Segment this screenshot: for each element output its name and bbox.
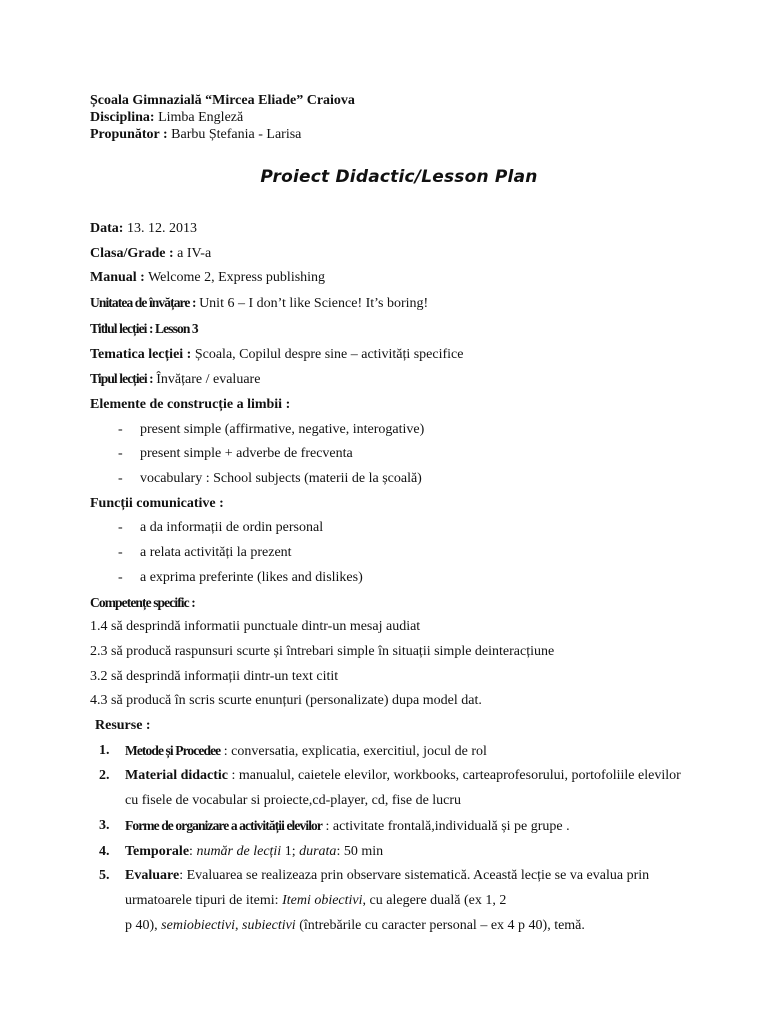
resource-label: Evaluare [125, 868, 180, 884]
detail-label: Unitatea de învățare : [90, 295, 196, 311]
resource-text: : 50 min [336, 843, 384, 859]
resource-item-evaluation [90, 864, 708, 889]
detail-unit [90, 291, 708, 317]
resource-text: : [189, 843, 197, 859]
proposer-value: Barbu Ștefania - Larisa [167, 127, 302, 142]
list-item-text: vocabulary : School subjects (materii de la școală) [140, 471, 422, 487]
detail-label: Titlul lecției : Lesson 3 [90, 320, 198, 336]
language-elements-heading: Elemente de construcție a limbii : [90, 396, 291, 412]
resource-text: : activitate frontală,individuală și pe grupe . [322, 818, 570, 834]
proposer-label: Propunător : [90, 127, 168, 142]
detail-lesson-title [90, 317, 708, 343]
detail-manual [90, 266, 708, 291]
item-number: 1. [99, 742, 110, 758]
detail-label: Data: [90, 221, 124, 236]
detail-lesson-type [90, 367, 708, 393]
item-number: 5. [99, 868, 110, 884]
detail-value: a IV-a [173, 245, 212, 261]
dash-bullet: - [118, 421, 123, 437]
detail-grade [90, 242, 708, 267]
detail-value: Școala, Copilul despre sine – activități specifice [191, 346, 464, 362]
detail-date [90, 217, 708, 242]
functions-heading: Funcții comunicative : [90, 495, 224, 511]
list-item-text: a exprima preferinte (likes and dislikes) [140, 569, 363, 585]
resource-continuation: cu fisele de vocabular si proiecte,cd-player, cd, fise de lucru [125, 793, 462, 809]
resource-item-methods [90, 739, 708, 765]
proposer-line [90, 126, 708, 143]
item-number: 2. [99, 768, 110, 784]
list-item-text: a relata activități la prezent [140, 545, 292, 561]
resource-text: (întrebările cu caracter personal – ex 4 p 40), temă. [295, 917, 585, 933]
resources-heading: Resurse : [95, 718, 151, 734]
dash-bullet: - [118, 569, 123, 585]
resource-continuation [90, 889, 708, 914]
dash-bullet: - [118, 446, 123, 462]
dash-bullet: - [118, 520, 123, 536]
discipline-line [90, 109, 708, 126]
item-number: 3. [99, 817, 110, 833]
resource-label: Metode și Procedee [125, 742, 221, 758]
competence-item: 4.3 să producă în scris scurte enunțuri (personalizate) dupa model dat. [90, 693, 482, 709]
resource-label: Material didactic [125, 768, 229, 784]
resource-text: p 40), [125, 917, 162, 933]
discipline-value: Limba Engleză [154, 110, 244, 125]
resource-label: Temporale [125, 843, 190, 859]
detail-value: Învățare / evaluare [152, 372, 261, 388]
list-item-text: present simple + adverbe de frecventa [140, 446, 353, 462]
resource-text: : conversatia, explicatia, exercitiul, jocul de rol [220, 743, 487, 759]
list-item [90, 541, 708, 566]
resource-label: Forme de organizare a activității elevilor [125, 817, 322, 833]
resource-text: : Evaluarea se realizeaza prin observare sistematică. Această lecție se va evalua prin [179, 868, 650, 884]
document-title: Proiect Didactic/Lesson Plan [260, 167, 538, 187]
resource-text: : manualul, caietele elevilor, workbooks, carteaprofesorului, portofoliile elevilor [228, 768, 681, 784]
competences-heading: Competențe specific : [90, 594, 195, 610]
list-item [90, 467, 708, 492]
resource-text: , [235, 917, 243, 933]
dash-bullet: - [118, 545, 123, 561]
item-number: 4. [99, 843, 110, 859]
competence-item: 2.3 să producă raspunsuri scurte și întrebari simple în situații simple deinteracțiune [90, 643, 555, 659]
list-item [90, 516, 708, 541]
list-item [90, 418, 708, 443]
school-name: Școala Gimnazială “Mircea Eliade” Craiova [90, 93, 355, 108]
resource-text-italic: durata [299, 843, 337, 859]
list-item-text: present simple (affirmative, negative, interogative) [140, 421, 425, 437]
discipline-label: Disciplina: [90, 110, 155, 125]
list-item-text: a da informații de ordin personal [140, 520, 324, 536]
detail-value: Welcome 2, Express publishing [144, 270, 326, 286]
detail-label: Tematica lecției : [90, 346, 192, 362]
detail-value: 13. 12. 2013 [123, 221, 197, 236]
resource-text: urmatoarele tipuri de itemi: [125, 892, 283, 908]
resource-text-italic: număr de lecții [196, 843, 282, 859]
detail-value: Unit 6 – I don’t like Science! It’s boring! [195, 296, 429, 312]
list-item [90, 442, 708, 467]
resource-item-organization [90, 814, 708, 840]
resource-text: , cu alegere duală (ex 1, 2 [362, 892, 507, 908]
resource-item-time [90, 840, 708, 865]
resource-text: 1; [281, 843, 300, 859]
detail-label: Tipul lecției : [90, 371, 153, 387]
resource-continuation [90, 914, 708, 939]
detail-label: Clasa/Grade : [90, 245, 174, 261]
resource-text-italic: Itemi obiectivi [282, 892, 363, 908]
list-item [90, 566, 708, 591]
dash-bullet: - [118, 471, 123, 487]
resource-item-material [90, 764, 708, 789]
competence-item: 3.2 să desprindă informații dintr-un text citit [90, 668, 339, 684]
resource-text-italic: subiectivi [242, 917, 296, 933]
detail-label: Manual : [90, 270, 145, 286]
resource-text-italic: semiobiectivi [161, 917, 236, 933]
detail-theme [90, 343, 708, 368]
competence-item: 1.4 să desprindă informatii punctuale dintr-un mesaj audiat [90, 619, 421, 635]
